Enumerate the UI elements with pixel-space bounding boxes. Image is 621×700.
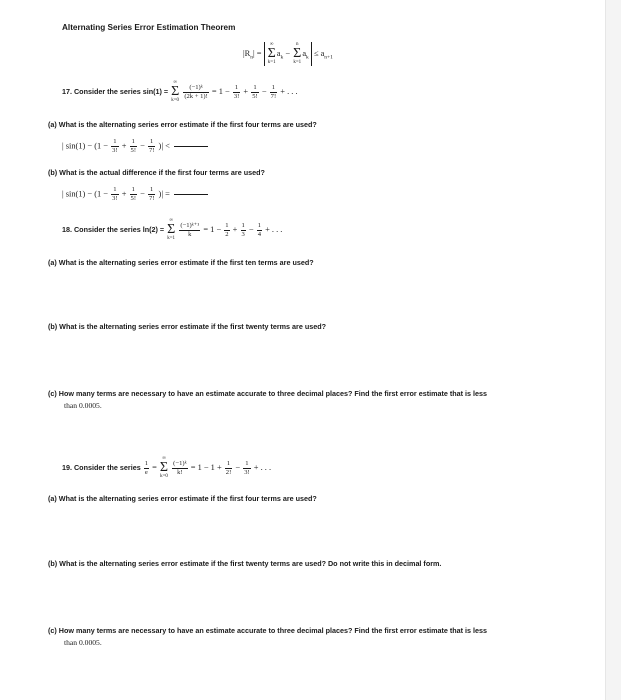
q17-part-b-expression: | sin(1) − (1 − $\frac{1}{3!}$ + $\frac{1}{5!}$ − $\frac{1}{7!}$ )| = bbox=[62, 186, 208, 203]
series-term-fraction: $\frac{\text{(−1)ᵏ⁺¹}}{k}$ bbox=[180, 221, 200, 238]
answer-blank[interactable] bbox=[174, 146, 208, 147]
q19-part-a: (a) What is the alternating series error estimate if the first four terms are used? bbox=[48, 494, 317, 503]
page-title: Alternating Series Error Estimation Theorem bbox=[62, 23, 236, 32]
q17-part-b: (b) What is the actual difference if the first four terms are used? bbox=[48, 168, 265, 177]
series-term-fraction: $\frac{\text{(−1)ᵏ}}{k!}$ bbox=[173, 459, 187, 476]
question-17: 17. Consider the series sin(1) = ∞ Σ k=0 $\frac{\text{(−1)ᵏ}}{(2k + 1)!}$ = 1 − $\frac{1}{3!}$ + $\frac{1}{5!}$ − $\frac{1}{7!}$ + . . . bbox=[62, 80, 298, 104]
q18-part-c-continued: than 0.0005. bbox=[64, 401, 102, 410]
q18-part-b: (b) What is the alternating series error estimate if the first twenty terms are used? bbox=[48, 322, 326, 331]
q19-part-c: (c) How many terms are necessary to have an estimate accurate to three decimal places? Find the first error estimate that is less bbox=[48, 626, 488, 635]
q17-part-a: (a) What is the alternating series error estimate if the first four terms are used? bbox=[48, 120, 317, 129]
sum-symbol: ∞ Σ k=1 bbox=[167, 218, 176, 242]
sum-symbol: n Σ k=1 bbox=[293, 42, 302, 65]
q18-part-a: (a) What is the alternating series error estimate if the first ten terms are used? bbox=[48, 258, 314, 267]
theorem-absolute-value: ∞ Σ k=1 $a_k$ − n Σ k=1 $a_k$ bbox=[264, 42, 312, 66]
theorem-formula: $|R_n|$ = ∞ Σ k=1 $a_k$ − n Σ k=1 $a_k \le a_{n+1}$ bbox=[243, 42, 333, 65]
q19-part-b: (b) What is the alternating series error estimate if the first twenty terms are used? Do not write this in decimal form. bbox=[48, 559, 442, 568]
q18-part-c: (c) How many terms are necessary to have an estimate accurate to three decimal places? Find the first error estimate that is less bbox=[48, 389, 488, 398]
q19-part-c-continued: than 0.0005. bbox=[64, 638, 102, 647]
page-margin bbox=[606, 0, 621, 700]
answer-blank[interactable] bbox=[174, 194, 208, 195]
sum-symbol: ∞ Σ k=0 bbox=[171, 80, 180, 104]
q17-part-a-expression: | sin(1) − (1 − $\frac{1}{3!}$ + $\frac{1}{5!}$ − $\frac{1}{7!}$ )| < bbox=[62, 138, 208, 155]
question-18: 18. Consider the series ln(2) = ∞ Σ k=1 $\frac{\text{(−1)ᵏ⁺¹}}{k}$ = 1 − $\frac{1}{2}$ + $\frac{1}{3}$ − $\frac{1}{4}$ + . . . bbox=[62, 218, 283, 242]
sum-symbol: ∞ Σ k=1 bbox=[267, 42, 276, 65]
question-19: 19. Consider the series $\frac{1}{e}$ = ∞ Σ k=0 $\frac{\text{(−1)ᵏ}}{k!}$ = 1 − 1 + $\frac{1}{2!}$ − $\frac{1}{3!}$ + . . . bbox=[62, 456, 272, 480]
sum-symbol: ∞ Σ k=0 bbox=[159, 456, 169, 480]
series-term-fraction: $\frac{\text{(−1)ᵏ}}{(2k + 1)!}$ bbox=[184, 83, 208, 100]
